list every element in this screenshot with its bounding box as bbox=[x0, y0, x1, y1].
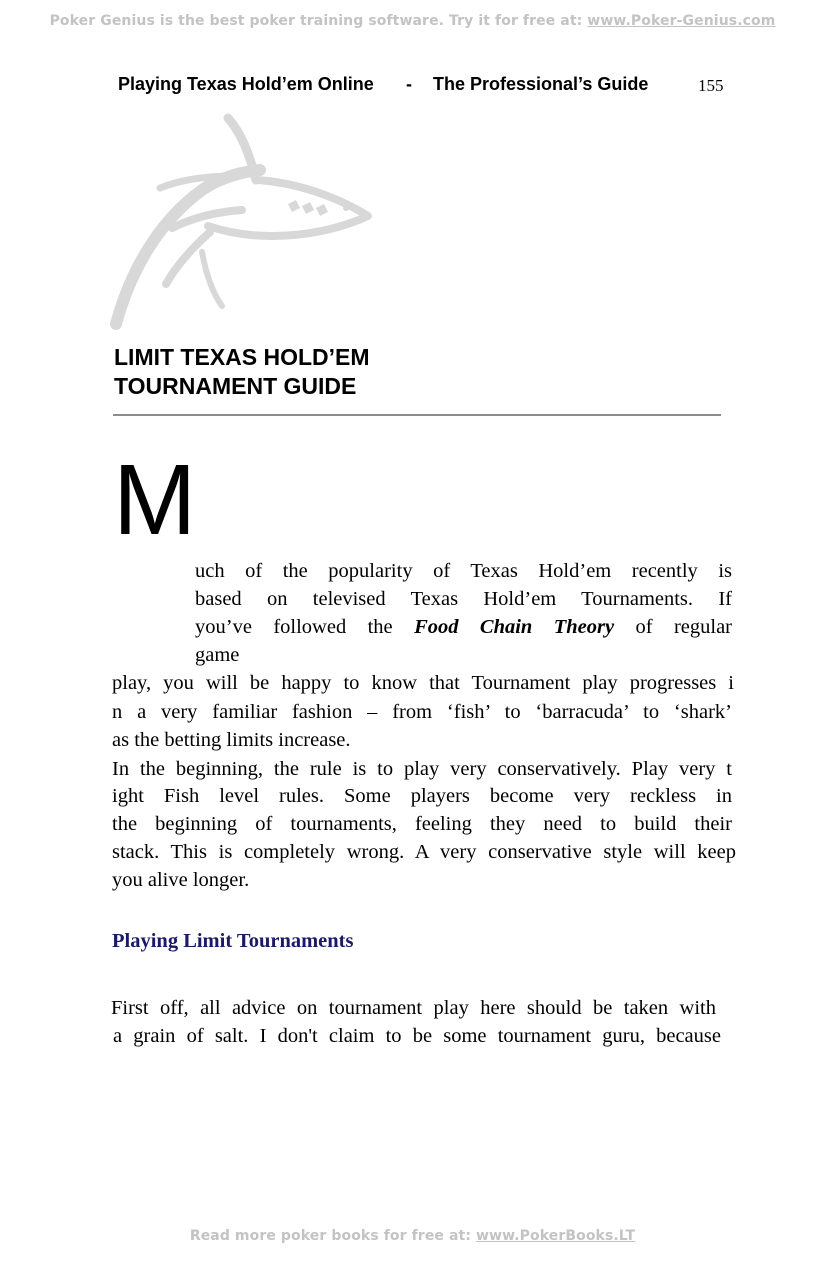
page-number: 155 bbox=[698, 76, 724, 95]
promo-text: Poker Genius is the best poker training software. Try it for free at: bbox=[49, 13, 588, 29]
title-divider bbox=[113, 414, 721, 416]
paragraph2-line-1: In the beginning, the rule is to play very conservatively. Play very t bbox=[112, 758, 732, 780]
section-line-2: a grain of salt. I don't claim to be some tournament guru, because bbox=[113, 1025, 721, 1047]
intro-line-6: n a very familiar fashion – from ‘fish’ to ‘barracuda’ to ‘shark’ bbox=[112, 701, 732, 723]
intro-line-5: play, you will be happy to know that Tournament play progresses i bbox=[112, 672, 734, 694]
paragraph2-line-2: ight Fish level rules. Some players become very reckless in bbox=[112, 785, 732, 807]
book-subtitle: The Professional’s Guide bbox=[433, 74, 649, 94]
paragraph2-line-3: the beginning of tournaments, feeling they need to build their bbox=[112, 813, 732, 835]
drop-cap: M bbox=[113, 444, 197, 556]
promo-text: Read more poker books for free at: bbox=[189, 1228, 476, 1244]
running-header bbox=[118, 74, 723, 98]
header-separator: - bbox=[406, 74, 412, 94]
intro-line-2: based on televised Texas Hold’em Tournaments. If bbox=[195, 588, 732, 610]
paragraph2-line-5: you alive longer. bbox=[112, 869, 250, 891]
shark-logo-icon bbox=[110, 112, 380, 332]
food-chain-theory-emphasis: Food Chain Theory bbox=[414, 616, 615, 638]
chapter-title-line2: TOURNAMENT GUIDE bbox=[114, 373, 357, 399]
book-title: Playing Texas Hold’em Online bbox=[118, 74, 374, 94]
section-line-1: First off, all advice on tournament play here should be taken with bbox=[111, 997, 716, 1019]
poker-genius-link[interactable]: www.Poker-Genius.com bbox=[587, 13, 776, 29]
intro-line-7: as the betting limits increase. bbox=[112, 729, 351, 751]
intro-line-3-tail: of regular bbox=[635, 616, 733, 638]
promo-banner-bottom bbox=[0, 1228, 825, 1244]
promo-banner-top bbox=[0, 13, 825, 29]
chapter-title bbox=[114, 343, 370, 401]
paragraph2-line-4: stack. This is completely wrong. A very conservative style will keep bbox=[112, 841, 736, 863]
intro-line-1: uch of the popularity of Texas Hold’em recently is bbox=[195, 560, 732, 582]
chapter-title-line1: LIMIT TEXAS HOLD’EM bbox=[114, 344, 370, 370]
pokerbooks-link[interactable]: www.PokerBooks.LT bbox=[476, 1228, 636, 1244]
intro-line-4: game bbox=[195, 644, 240, 666]
section-heading: Playing Limit Tournaments bbox=[112, 930, 354, 952]
intro-line-3-text: you’ve followed the bbox=[195, 616, 415, 638]
intro-line-3 bbox=[195, 613, 732, 641]
